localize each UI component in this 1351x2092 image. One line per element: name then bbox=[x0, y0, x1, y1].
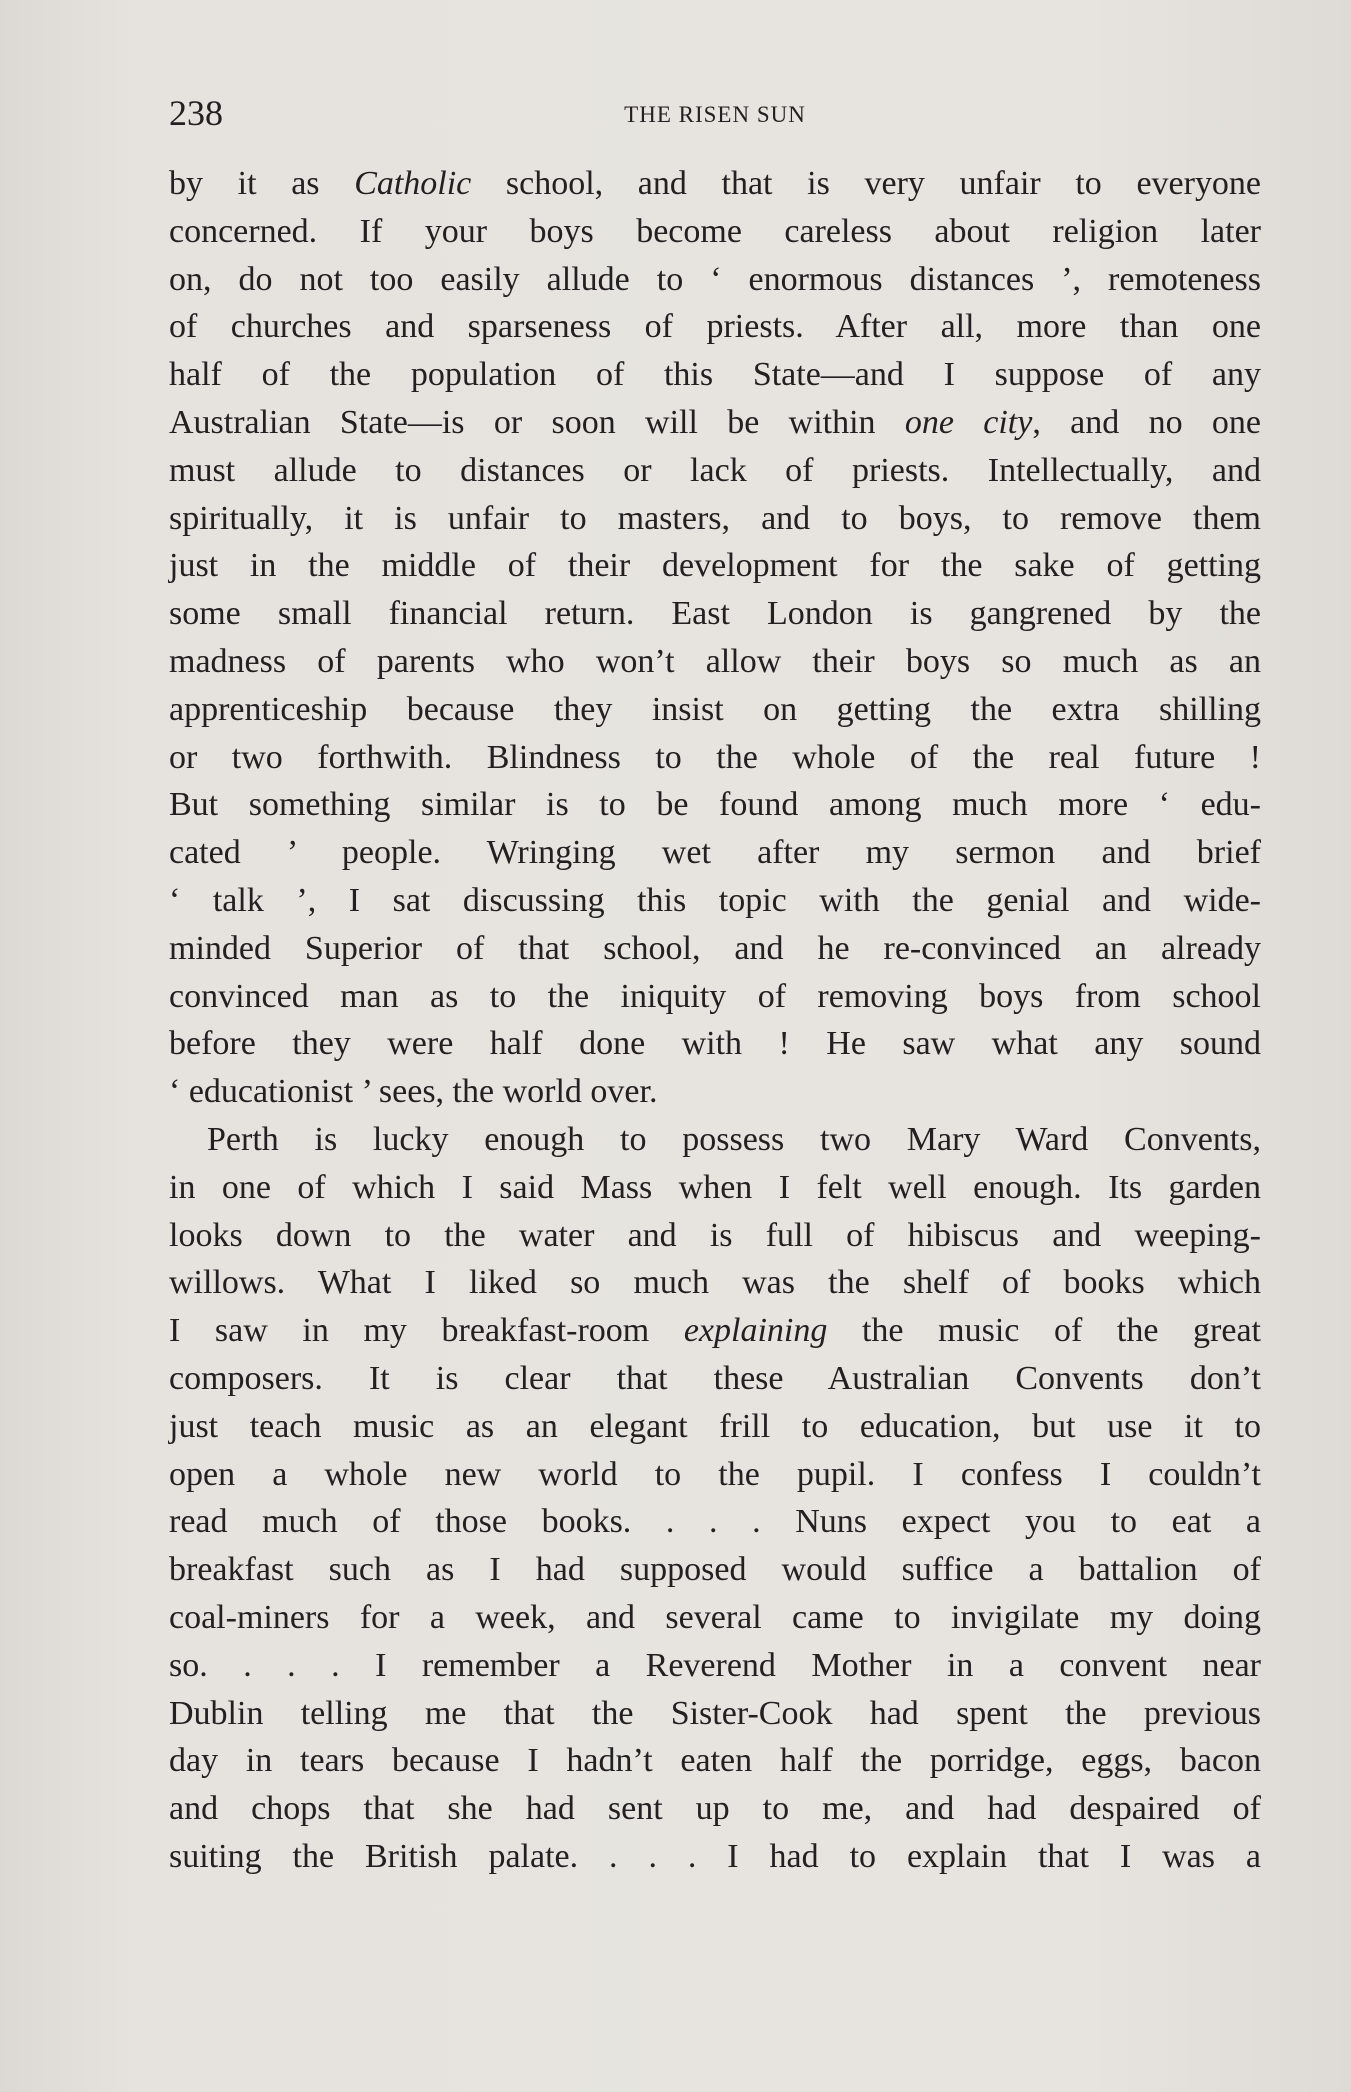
text-segment: just in the middle of their development for the sake of getting bbox=[169, 547, 1261, 585]
text-line bbox=[169, 1259, 1261, 1307]
text-segment: the music of the great bbox=[827, 1312, 1261, 1350]
text-segment: , and no one bbox=[1032, 403, 1261, 441]
text-line bbox=[169, 1212, 1261, 1260]
text-segment: just teach music as an elegant frill to education, but use it to bbox=[169, 1407, 1261, 1445]
text-segment: willows. What I liked so much was the shelf of books which bbox=[169, 1264, 1261, 1302]
body-text bbox=[169, 160, 1261, 1881]
text-line bbox=[169, 160, 1261, 208]
text-line bbox=[169, 1355, 1261, 1403]
text-line bbox=[169, 1833, 1261, 1881]
text-segment: so. . . . I remember a Reverend Mother in a convent near bbox=[169, 1646, 1261, 1684]
text-segment: before they were half done with ! He saw what any sound bbox=[169, 1025, 1261, 1063]
text-line bbox=[169, 495, 1261, 543]
italic-text: explaining bbox=[683, 1312, 828, 1350]
page-header bbox=[169, 88, 1261, 138]
text-line bbox=[169, 1498, 1261, 1546]
text-line bbox=[169, 208, 1261, 256]
text-segment: in one of which I said Mass when I felt well enough. Its garden bbox=[169, 1168, 1261, 1206]
text-segment: school, and that is very unfair to everyone bbox=[471, 165, 1262, 202]
text-line bbox=[169, 447, 1261, 495]
text-line bbox=[169, 686, 1261, 734]
text-segment: half of the population of this State—and I suppose of any bbox=[169, 356, 1261, 394]
text-segment: on, do not too easily allude to ‘ enormous distances ’, remoteness bbox=[169, 260, 1261, 298]
text-segment: and chops that she had sent up to me, and had despaired of bbox=[169, 1790, 1261, 1828]
text-line bbox=[169, 829, 1261, 877]
text-segment: I saw in my breakfast-room bbox=[169, 1312, 684, 1350]
text-line bbox=[169, 1307, 1261, 1355]
text-segment: ‘ talk ’, I sat discussing this topic with the genial and wide- bbox=[169, 881, 1261, 919]
text-segment: of churches and sparseness of priests. After all, more than one bbox=[169, 308, 1261, 346]
text-line bbox=[169, 973, 1261, 1021]
text-segment: looks down to the water and is full of hibiscus and weeping- bbox=[169, 1216, 1261, 1254]
text-line bbox=[169, 1451, 1261, 1499]
text-line bbox=[169, 1116, 1261, 1164]
text-line bbox=[169, 1164, 1261, 1212]
italic-text: Catholic bbox=[354, 165, 472, 202]
text-line bbox=[169, 1546, 1261, 1594]
text-line bbox=[169, 1403, 1261, 1451]
text-segment: open a whole new world to the pupil. I confess I couldn’t bbox=[169, 1455, 1261, 1493]
text-segment: must allude to distances or lack of priests. Intellectually, and bbox=[169, 451, 1261, 489]
text-line bbox=[169, 1642, 1261, 1690]
text-segment: Perth is lucky enough to possess two Mary Ward Convents, bbox=[207, 1120, 1261, 1158]
text-segment: spiritually, it is unfair to masters, and to boys, to remove them bbox=[169, 499, 1261, 537]
text-segment: minded Superior of that school, and he re-convinced an already bbox=[169, 929, 1261, 967]
text-segment: convinced man as to the iniquity of removing boys from school bbox=[169, 977, 1261, 1015]
text-line bbox=[169, 925, 1261, 973]
text-line bbox=[169, 1020, 1261, 1068]
text-line bbox=[169, 1068, 1261, 1116]
text-line bbox=[169, 399, 1261, 447]
text-line bbox=[169, 877, 1261, 925]
text-line bbox=[169, 542, 1261, 590]
page-number: 238 bbox=[169, 93, 223, 133]
text-segment: madness of parents who won’t allow their boys so much as an bbox=[169, 642, 1261, 680]
text-segment: Dublin telling me that the Sister-Cook had spent the previous bbox=[169, 1694, 1261, 1732]
text-segment: suiting the British palate. . . . I had to explain that I was a bbox=[169, 1837, 1261, 1875]
text-line bbox=[169, 303, 1261, 351]
text-segment: by it as bbox=[169, 165, 355, 202]
running-head: THE RISEN SUN bbox=[624, 102, 806, 127]
text-segment: ‘ educationist ’ sees, the world over. bbox=[169, 1073, 658, 1111]
text-line bbox=[169, 1737, 1261, 1785]
text-line bbox=[169, 351, 1261, 399]
text-line bbox=[169, 256, 1261, 304]
text-line bbox=[169, 1785, 1261, 1833]
text-segment: or two forthwith. Blindness to the whole of the real future ! bbox=[169, 738, 1261, 776]
text-segment: Australian State—is or soon will be within bbox=[169, 403, 905, 441]
text-line bbox=[169, 1594, 1261, 1642]
text-segment: read much of those books. . . . Nuns expect you to eat a bbox=[169, 1503, 1261, 1541]
text-line bbox=[169, 1690, 1261, 1738]
text-segment: concerned. If your boys become careless about religion later bbox=[169, 212, 1261, 250]
text-segment: breakfast such as I had supposed would suffice a battalion of bbox=[169, 1551, 1261, 1589]
text-segment: composers. It is clear that these Australian Convents don’t bbox=[169, 1359, 1261, 1397]
text-line bbox=[169, 590, 1261, 638]
text-segment: day in tears because I hadn’t eaten half the porridge, eggs, bacon bbox=[169, 1742, 1261, 1780]
text-line bbox=[169, 638, 1261, 686]
text-segment: But something similar is to be found among much more ‘ edu- bbox=[169, 786, 1261, 824]
text-segment: apprenticeship because they insist on getting the extra shilling bbox=[169, 690, 1261, 728]
text-line bbox=[169, 781, 1261, 829]
text-line bbox=[169, 734, 1261, 782]
text-segment: cated ’ people. Wringing wet after my sermon and brief bbox=[169, 834, 1261, 872]
text-segment: some small financial return. East London is gangrened by the bbox=[169, 595, 1261, 633]
text-segment: coal-miners for a week, and several came to invigilate my doing bbox=[169, 1598, 1261, 1636]
italic-text: one city bbox=[904, 403, 1033, 441]
